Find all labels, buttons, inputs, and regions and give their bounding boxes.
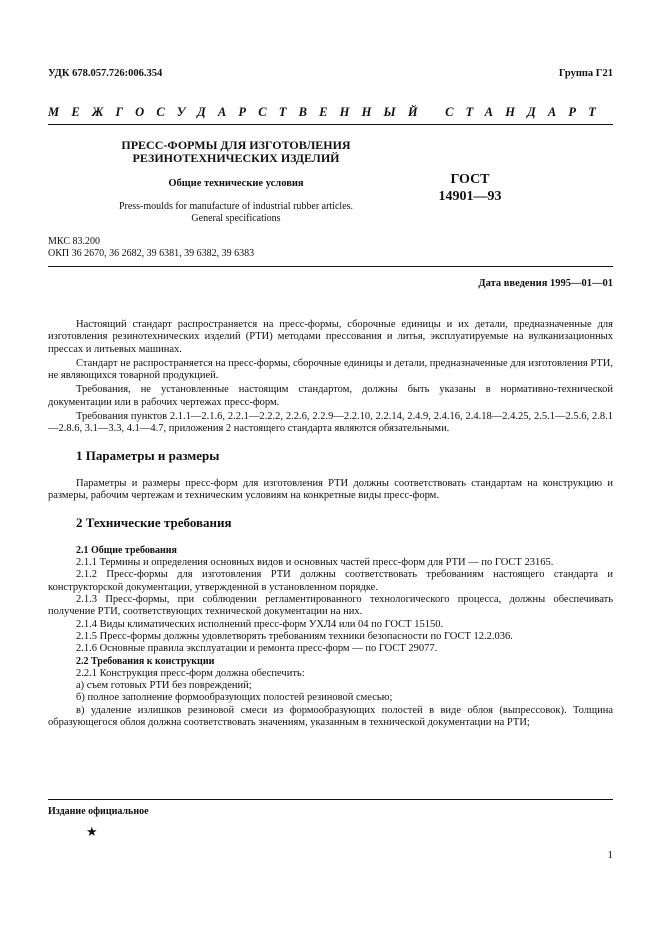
- star-icon: ★: [86, 824, 98, 839]
- document-subtitle: Общие технические условия: [168, 178, 304, 189]
- clause-2-1-3: 2.1.3 Пресс-формы, при соблюдении регламентированного технологического процесса, должны обеспечивать получение РТИ, соответствующих технической документации на них.: [48, 594, 613, 618]
- clause-2-1-4: 2.1.4 Виды климатических исполнений пресс-форм УХЛ4 или 04 по ГОСТ 15150.: [76, 618, 444, 630]
- title-line-2: РЕЗИНОТЕХНИЧЕСКИХ ИЗДЕЛИЙ: [132, 151, 340, 165]
- footer-separator: [48, 799, 613, 800]
- english-title: [80, 201, 392, 225]
- clause-2-1-5: 2.1.5 Пресс-формы должны удовлетворять требованиям техники безопасности по ГОСТ 12.2.036.: [76, 630, 513, 642]
- clause-2-2-1: 2.2.1 Конструкция пресс-форм должна обеспечить:: [76, 667, 305, 679]
- page-number: 1: [607, 849, 613, 861]
- standard-type-banner: МЕЖГОСУДАРСТВЕННЫЙ СТАНДАРТ: [48, 105, 609, 119]
- classification-codes: [48, 236, 254, 260]
- intro-paragraph-1: Настоящий стандарт распространяется на пресс-формы, сборочные единицы и их детали, предназначенные для изготовления резинотехнических изделий (РТИ) методами прессования и литья, эксплуатируемые на вулканизационных прессах и литьевых машинах.: [48, 319, 613, 355]
- document-title: [80, 139, 392, 165]
- document-body: [48, 319, 613, 729]
- intro-paragraph-4: Требования пунктов 2.1.1—2.1.6, 2.2.1—2.2.2, 2.2.6, 2.2.9—2.2.10, 2.2.14, 2.4.9, 2.4.16, 2.4.18—2.4.25, 2.5.1—2.5.6, 2.8.1—2.8.6, 3.1—3.3, 4.1—4.7, приложения 2 настоящего стандарта являются обязательными.: [48, 411, 613, 435]
- group-code: Группа Г21: [558, 68, 613, 79]
- okp-code: ОКП 36 2670, 36 2682, 39 6381, 39 6382, 39 6383: [48, 248, 255, 259]
- clause-2-1-2: 2.1.2 Пресс-формы для изготовления РТИ должны соответствовать требованиям настоящего стандарта и конструкторской документации, утвержденной в установленном порядке.: [48, 569, 613, 593]
- official-edition-label: Издание официальное: [48, 806, 149, 817]
- header-separator: [48, 266, 613, 267]
- gost-designation: [425, 171, 515, 205]
- section-1-text: Параметры и размеры пресс-форм для изготовления РТИ должны соответствовать стандартам на конструкцию и размеры, рабочим чертежам и техническим условиям на конкретные виды пресс-форм.: [48, 477, 613, 502]
- section-2-heading: 2 Технические требования: [76, 514, 232, 530]
- clause-2-1-1: 2.1.1 Термины и определения основных видов и основных частей пресс-форм для РТИ — по ГОСТ 23165.: [76, 557, 554, 569]
- english-title-line-2: General specifications: [191, 213, 281, 224]
- clause-2-2-1-c: в) удаление излишков резиновой смеси из формообразующих полостей в виде облоя (выпрессовок). Толщина образующегося облоя должна соответствовать значениям, указанным в технической документации на РТИ;: [48, 704, 613, 729]
- intro-paragraph-3: Требования, не установленные настоящим стандартом, должны быть указаны в нормативно-технической документации или в рабочих чертежах пресс-форм.: [48, 384, 613, 408]
- mks-code: МКС 83.200: [48, 236, 100, 247]
- subsection-2-1-heading: 2.1 Общие требования: [76, 544, 177, 556]
- intro-paragraph-2: Стандарт не распространяется на пресс-формы, сборочные единицы и детали, предназначенные для изготовления РТИ, не являющихся товарной продукцией.: [48, 357, 613, 382]
- clause-2-2-1-b: б) полное заполнение формообразующих полостей резиновой смесью;: [76, 692, 393, 704]
- subsection-2-2-heading: 2.2 Требования к конструкции: [76, 655, 215, 667]
- title-line-1: ПРЕСС-ФОРМЫ ДЛЯ ИЗГОТОВЛЕНИЯ: [121, 138, 351, 152]
- clause-2-1-6: 2.1.6 Основные правила эксплуатации и ремонта пресс-форм — по ГОСТ 29077.: [76, 643, 438, 655]
- gost-label: ГОСТ: [450, 172, 490, 187]
- gost-number: 14901—93: [438, 189, 502, 204]
- clause-2-2-1-a: а) съем готовых РТИ без повреждений;: [76, 680, 252, 692]
- banner-rule: [48, 124, 613, 125]
- english-title-line-1: Press-moulds for manufacture of industrial rubber articles.: [118, 201, 354, 212]
- intro-date: Дата введения 1995—01—01: [478, 278, 613, 289]
- section-1-heading: 1 Параметры и размеры: [76, 447, 220, 463]
- udk-code: УДК 678.057.726:006.354: [48, 68, 163, 79]
